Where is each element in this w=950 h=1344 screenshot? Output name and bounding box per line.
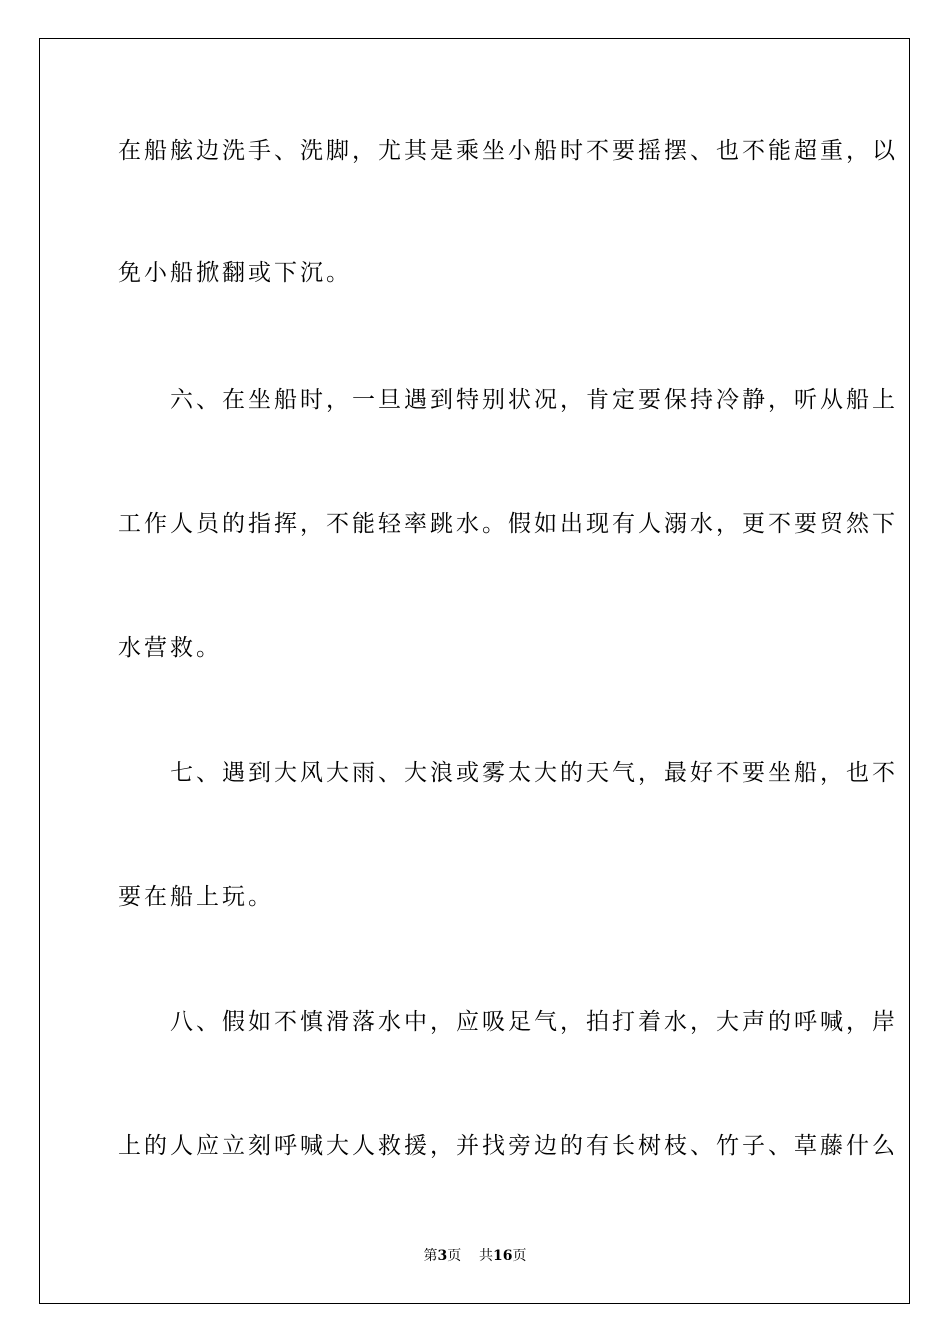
footer-total-prefix: 共: [479, 1248, 494, 1264]
body-line-7: 要在船上玩。: [118, 884, 274, 910]
body-line-2: 免小船掀翻或下沉。: [118, 260, 352, 286]
footer-page-number: 3: [437, 1248, 448, 1264]
footer-total-suffix: 页: [512, 1248, 527, 1264]
page-border: [39, 38, 910, 1304]
footer-page-prefix: 第: [423, 1248, 438, 1264]
body-line-9: 上的人应立刻呼喊大人救援，并找旁边的有长树枝、竹子、草藤什么: [118, 1133, 898, 1159]
body-line-5: 水营救。: [118, 635, 222, 661]
body-line-6: 七、遇到大风大雨、大浪或雾太大的天气，最好不要坐船，也不: [118, 760, 898, 786]
body-line-4: 工作人员的指挥，不能轻率跳水。假如出现有人溺水，更不要贸然下: [118, 511, 898, 537]
body-line-3: 六、在坐船时，一旦遇到特别状况，肯定要保持冷静，听从船上: [118, 387, 898, 413]
footer-total-pages: 16: [493, 1248, 513, 1264]
page-footer: [0, 1247, 950, 1265]
footer-page-suffix: 页: [447, 1248, 462, 1264]
body-line-1: 在船舷边洗手、洗脚，尤其是乘坐小船时不要摇摆、也不能超重，以: [118, 138, 898, 164]
body-line-8: 八、假如不慎滑落水中，应吸足气，拍打着水，大声的呼喊，岸: [118, 1009, 898, 1035]
